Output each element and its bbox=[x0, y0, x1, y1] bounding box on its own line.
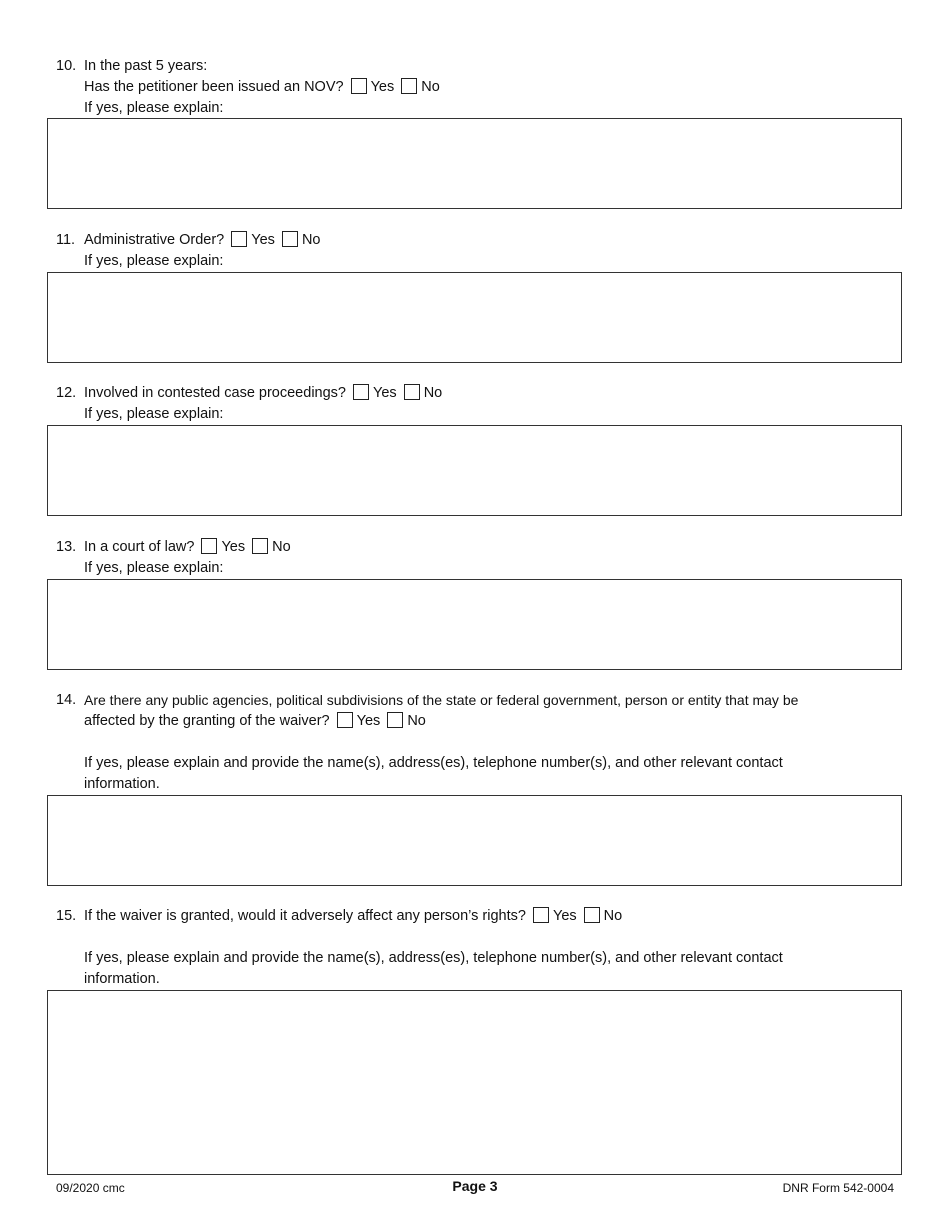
checkbox-yes[interactable] bbox=[201, 538, 217, 554]
explanation-box-13[interactable] bbox=[47, 579, 902, 670]
form-number: DNR Form 542-0004 bbox=[782, 1181, 894, 1195]
explain-label: If yes, please explain: bbox=[84, 560, 224, 576]
checkbox-no[interactable] bbox=[282, 231, 298, 247]
checkbox-no[interactable] bbox=[404, 384, 420, 400]
question-number: 15. bbox=[56, 908, 77, 924]
checkbox-yes[interactable] bbox=[351, 78, 367, 94]
explanation-box-11[interactable] bbox=[47, 272, 902, 363]
question-12 bbox=[56, 383, 902, 425]
checkbox-no[interactable] bbox=[401, 78, 417, 94]
question-number: 12. bbox=[56, 385, 77, 401]
question-text: Are there any public agencies, political subdivisions of the state or federal government, person or entity that may be bbox=[84, 692, 799, 708]
checkbox-yes[interactable] bbox=[337, 712, 353, 728]
no-label: No bbox=[272, 539, 291, 555]
question-11 bbox=[56, 230, 902, 272]
checkbox-no[interactable] bbox=[584, 907, 600, 923]
explanation-box-14[interactable] bbox=[47, 795, 902, 886]
explanation-box-15[interactable] bbox=[47, 990, 902, 1175]
question-text: Involved in contested case proceedings? bbox=[84, 385, 346, 401]
question-10 bbox=[56, 56, 902, 119]
checkbox-no[interactable] bbox=[387, 712, 403, 728]
question-14 bbox=[56, 690, 902, 795]
explain-label: If yes, please explain and provide the name(s), address(es), telephone number(s), and other relevant contact bbox=[84, 755, 783, 771]
explain-label-continued: information. bbox=[84, 776, 160, 792]
yes-label: Yes bbox=[251, 232, 275, 248]
question-text: Has the petitioner been issued an NOV? bbox=[84, 79, 344, 95]
no-label: No bbox=[301, 232, 321, 248]
question-text: affected by the granting of the waiver? bbox=[84, 713, 330, 729]
checkbox-yes[interactable] bbox=[353, 384, 369, 400]
explanation-box-12[interactable] bbox=[47, 425, 902, 516]
explain-label-continued: information. bbox=[84, 971, 160, 987]
question-text: Administrative Order? bbox=[84, 232, 225, 248]
explain-label: If yes, please explain: bbox=[84, 406, 224, 422]
no-label: No bbox=[423, 385, 443, 401]
explain-label: If yes, please explain: bbox=[84, 100, 224, 116]
page-footer bbox=[56, 1178, 894, 1198]
question-number: 14. bbox=[56, 692, 77, 708]
checkbox-yes[interactable] bbox=[231, 231, 247, 247]
yes-label: Yes bbox=[221, 539, 246, 555]
yes-label: Yes bbox=[373, 385, 397, 401]
question-text: If the waiver is granted, would it adversely affect any person’s rights? bbox=[84, 908, 526, 924]
question-13 bbox=[56, 537, 902, 579]
question-number: 11. bbox=[56, 232, 76, 248]
no-label: No bbox=[603, 908, 623, 924]
no-label: No bbox=[407, 713, 426, 729]
explain-label: If yes, please explain and provide the name(s), address(es), telephone number(s), and other relevant contact bbox=[84, 950, 783, 966]
explain-label: If yes, please explain: bbox=[84, 253, 224, 269]
yes-label: Yes bbox=[356, 713, 381, 729]
page-number: Page 3 bbox=[452, 1178, 498, 1194]
checkbox-no[interactable] bbox=[252, 538, 268, 554]
yes-label: Yes bbox=[552, 908, 577, 924]
no-label: No bbox=[421, 79, 440, 95]
checkbox-yes[interactable] bbox=[533, 907, 549, 923]
yes-label: Yes bbox=[370, 79, 395, 95]
question-number: 10. bbox=[56, 58, 77, 74]
question-text: In the past 5 years: bbox=[84, 58, 208, 74]
explanation-box-10[interactable] bbox=[47, 118, 902, 209]
question-15 bbox=[56, 906, 902, 990]
footer-revision: 09/2020 cmc bbox=[56, 1181, 125, 1195]
question-text: In a court of law? bbox=[84, 539, 195, 555]
question-number: 13. bbox=[56, 539, 77, 555]
